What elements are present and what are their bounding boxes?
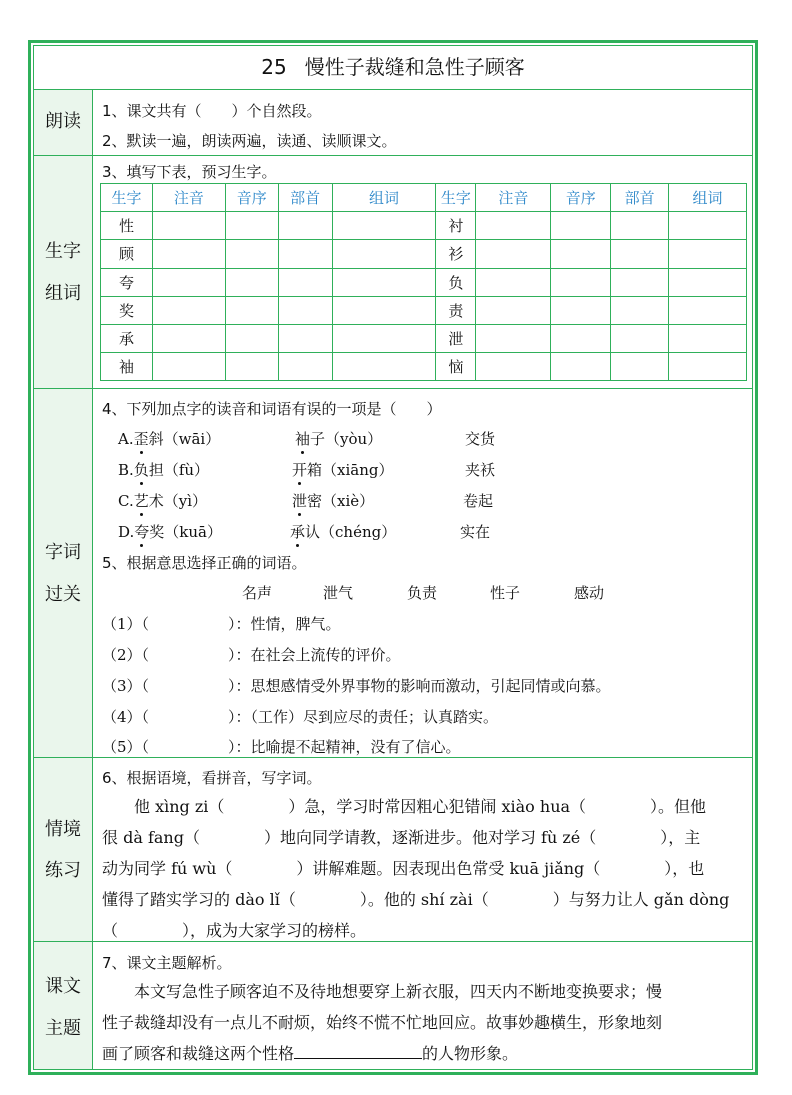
- word-bank-item: 性子: [490, 584, 521, 602]
- blank-cell[interactable]: [669, 240, 747, 268]
- paragraph-line: 懂得了踏实学习的 dào lǐ（ ）。他的 shí zài（ ）与努力让人 gǎn dòng: [102, 890, 730, 909]
- blank-cell[interactable]: [476, 268, 551, 296]
- row-divider: [33, 757, 753, 758]
- blank-cell[interactable]: [332, 324, 436, 352]
- header-cell: 部首: [278, 184, 332, 212]
- blank-cell[interactable]: [551, 353, 611, 381]
- header-cell: 音序: [225, 184, 278, 212]
- header-cell: 生字: [436, 184, 476, 212]
- blank-cell[interactable]: [225, 268, 278, 296]
- blank-cell[interactable]: [476, 324, 551, 352]
- blank-cell[interactable]: [669, 268, 747, 296]
- lesson-title: 慢性子裁缝和急性子顾客: [304, 55, 525, 79]
- lesson-number: 25: [261, 55, 287, 79]
- row-divider: [33, 388, 753, 389]
- definition-num: （5）（: [102, 738, 150, 756]
- question-1: 1、课文共有（ ）个自然段。: [102, 102, 322, 120]
- option-d-word2: 承认（chéng）: [290, 523, 397, 541]
- blank-cell[interactable]: [551, 268, 611, 296]
- blank-cell[interactable]: [152, 296, 225, 324]
- blank-cell[interactable]: [278, 353, 332, 381]
- blank-cell[interactable]: [476, 353, 551, 381]
- char-cell: 恼: [436, 353, 476, 381]
- blank-cell[interactable]: [225, 296, 278, 324]
- paragraph-line: 画了顾客和裁缝这两个性格 的人物形象。: [102, 1044, 519, 1063]
- char-cell: 顾: [101, 240, 153, 268]
- char-cell: 奖: [101, 296, 153, 324]
- blank-cell[interactable]: [225, 324, 278, 352]
- blank-cell[interactable]: [611, 268, 669, 296]
- char-cell: 责: [436, 296, 476, 324]
- option-d-word1: D.夸奖（kuā）: [118, 523, 222, 541]
- question-5: 5、根据意思选择正确的词语。: [102, 554, 307, 572]
- word-bank-item: 负责: [407, 584, 438, 602]
- blank-cell[interactable]: [225, 353, 278, 381]
- column-divider: [92, 89, 93, 1069]
- option-a-word3: 交货: [465, 430, 496, 448]
- char-cell: 袖: [101, 353, 153, 381]
- question-3: 3、填写下表，预习生字。: [102, 163, 277, 181]
- blank-cell[interactable]: [611, 212, 669, 240]
- option-b-word2: 开箱（xiāng）: [292, 461, 394, 479]
- row-divider: [33, 155, 753, 156]
- blank-cell[interactable]: [476, 212, 551, 240]
- blank-cell[interactable]: [332, 240, 436, 268]
- blank-cell[interactable]: [551, 296, 611, 324]
- section-label-theme-1: 课文: [45, 976, 81, 997]
- section-label-bg: [34, 389, 92, 757]
- blank-cell[interactable]: [669, 212, 747, 240]
- char-cell: 泄: [436, 324, 476, 352]
- option-a-word2: 袖子（yòu）: [295, 430, 383, 448]
- blank-cell[interactable]: [476, 296, 551, 324]
- char-cell: 衬: [436, 212, 476, 240]
- blank-cell[interactable]: [278, 268, 332, 296]
- blank-cell[interactable]: [278, 324, 332, 352]
- question-4: 4、下列加点字的读音和词语有误的一项是（ ）: [102, 400, 442, 418]
- blank-cell[interactable]: [669, 324, 747, 352]
- table-row: [101, 324, 747, 352]
- table-row: [101, 240, 747, 268]
- char-cell: 负: [436, 268, 476, 296]
- definition-num: （1）（: [102, 615, 150, 633]
- paragraph-line: 动为同学 fú wù（ ）讲解难题。因表现出色常受 kuā jiǎng（ ），也: [102, 859, 705, 878]
- blank-cell[interactable]: [225, 212, 278, 240]
- header-cell: 生字: [101, 184, 153, 212]
- paragraph-line: 性子裁缝却没有一点儿不耐烦，始终不慌不忙地回应。故事妙趣横生，形象地刻: [102, 1013, 663, 1032]
- char-cell: 性: [101, 212, 153, 240]
- section-label-bg: [34, 156, 92, 388]
- blank-cell[interactable]: [332, 268, 436, 296]
- blank-cell[interactable]: [611, 353, 669, 381]
- definition-num: （2）（: [102, 646, 150, 664]
- option-d-word3: 实在: [460, 523, 491, 541]
- paragraph-line: （ ），成为大家学习的榜样。: [102, 921, 367, 940]
- option-c-word3: 卷起: [463, 492, 494, 510]
- table-row: [101, 212, 747, 240]
- section-label-chars-1: 生字: [45, 241, 81, 262]
- table-row: [101, 353, 747, 381]
- blank-cell[interactable]: [152, 212, 225, 240]
- word-bank-item: 泄气: [323, 584, 354, 602]
- blank-cell[interactable]: [551, 240, 611, 268]
- table-row: [101, 296, 747, 324]
- answer-blank[interactable]: [294, 1044, 422, 1059]
- option-b-word1: B.负担（fù）: [118, 461, 210, 479]
- blank-cell[interactable]: [152, 240, 225, 268]
- paragraph-line: 本文写急性子顾客迫不及待地想要穿上新衣服，四天内不断地变换要求；慢: [102, 982, 663, 1001]
- word-bank-item: 感动: [574, 584, 605, 602]
- header-cell: 组词: [332, 184, 436, 212]
- option-c-word2: 泄密（xiè）: [292, 492, 375, 510]
- blank-cell[interactable]: [669, 296, 747, 324]
- theme-paragraph: [102, 976, 749, 1069]
- question-2: 2、默读一遍，朗读两遍，读通、读顺课文。: [102, 132, 397, 150]
- blank-cell[interactable]: [332, 353, 436, 381]
- header-cell: 部首: [611, 184, 669, 212]
- blank-cell[interactable]: [152, 353, 225, 381]
- section-label-theme-2: 主题: [45, 1018, 81, 1039]
- char-cell: 衫: [436, 240, 476, 268]
- blank-cell[interactable]: [476, 240, 551, 268]
- blank-cell[interactable]: [611, 324, 669, 352]
- blank-cell[interactable]: [551, 324, 611, 352]
- section-label-words-2: 过关: [45, 584, 81, 605]
- table-row: [101, 268, 747, 296]
- definition-text: ）：在社会上流传的评价。: [228, 646, 401, 664]
- definition-text: ）：性情，脾气。: [228, 615, 341, 633]
- paragraph-line: 很 dà fang（ ）地向同学请教，逐渐进步。他对学习 fù zé（ ），主: [102, 828, 701, 847]
- blank-cell[interactable]: [669, 353, 747, 381]
- definition-text: ）：思想感情受外界事物的影响而激动，引起同情或向慕。: [228, 677, 611, 695]
- blank-cell[interactable]: [611, 240, 669, 268]
- blank-cell[interactable]: [332, 296, 436, 324]
- blank-cell[interactable]: [152, 268, 225, 296]
- blank-cell[interactable]: [278, 240, 332, 268]
- table-header-row: [101, 184, 747, 212]
- definition-num: （4）（: [102, 708, 150, 726]
- definition-text: ）：（工作）尽到应尽的责任；认真踏实。: [228, 708, 499, 726]
- option-a-word1: A.歪斜（wāi）: [118, 430, 221, 448]
- blank-cell[interactable]: [611, 296, 669, 324]
- blank-cell[interactable]: [551, 212, 611, 240]
- header-cell: 组词: [669, 184, 747, 212]
- section-label-reading: 朗读: [45, 111, 81, 132]
- definition-text: ）：比喻提不起精神，没有了信心。: [228, 738, 461, 756]
- section-label-context-2: 练习: [45, 860, 81, 881]
- context-paragraph: [102, 791, 749, 946]
- row-divider: [33, 89, 753, 90]
- char-cell: 夸: [101, 268, 153, 296]
- question-7: 7、课文主题解析。: [102, 954, 232, 972]
- char-table: [100, 183, 747, 381]
- header-cell: 音序: [551, 184, 611, 212]
- header-cell: 注音: [476, 184, 551, 212]
- blank-cell[interactable]: [152, 324, 225, 352]
- blank-cell[interactable]: [332, 212, 436, 240]
- section-label-words-1: 字词: [45, 542, 81, 563]
- page-title: [33, 45, 753, 89]
- paragraph-line: 他 xìng zi（ ）急，学习时常因粗心犯错闹 xiào hua（ ）。但他: [102, 797, 707, 816]
- question-6: 6、根据语境，看拼音，写字词。: [102, 769, 322, 787]
- option-c-word1: C.艺术（yì）: [118, 492, 208, 510]
- blank-cell[interactable]: [225, 240, 278, 268]
- char-cell: 承: [101, 324, 153, 352]
- blank-cell[interactable]: [278, 212, 332, 240]
- header-cell: 注音: [152, 184, 225, 212]
- blank-cell[interactable]: [278, 296, 332, 324]
- word-bank-item: 名声: [242, 584, 273, 602]
- section-label-context-1: 情境: [45, 819, 81, 840]
- definition-num: （3）（: [102, 677, 150, 695]
- section-label-chars-2: 组词: [45, 283, 81, 304]
- option-b-word3: 夹袄: [465, 461, 496, 479]
